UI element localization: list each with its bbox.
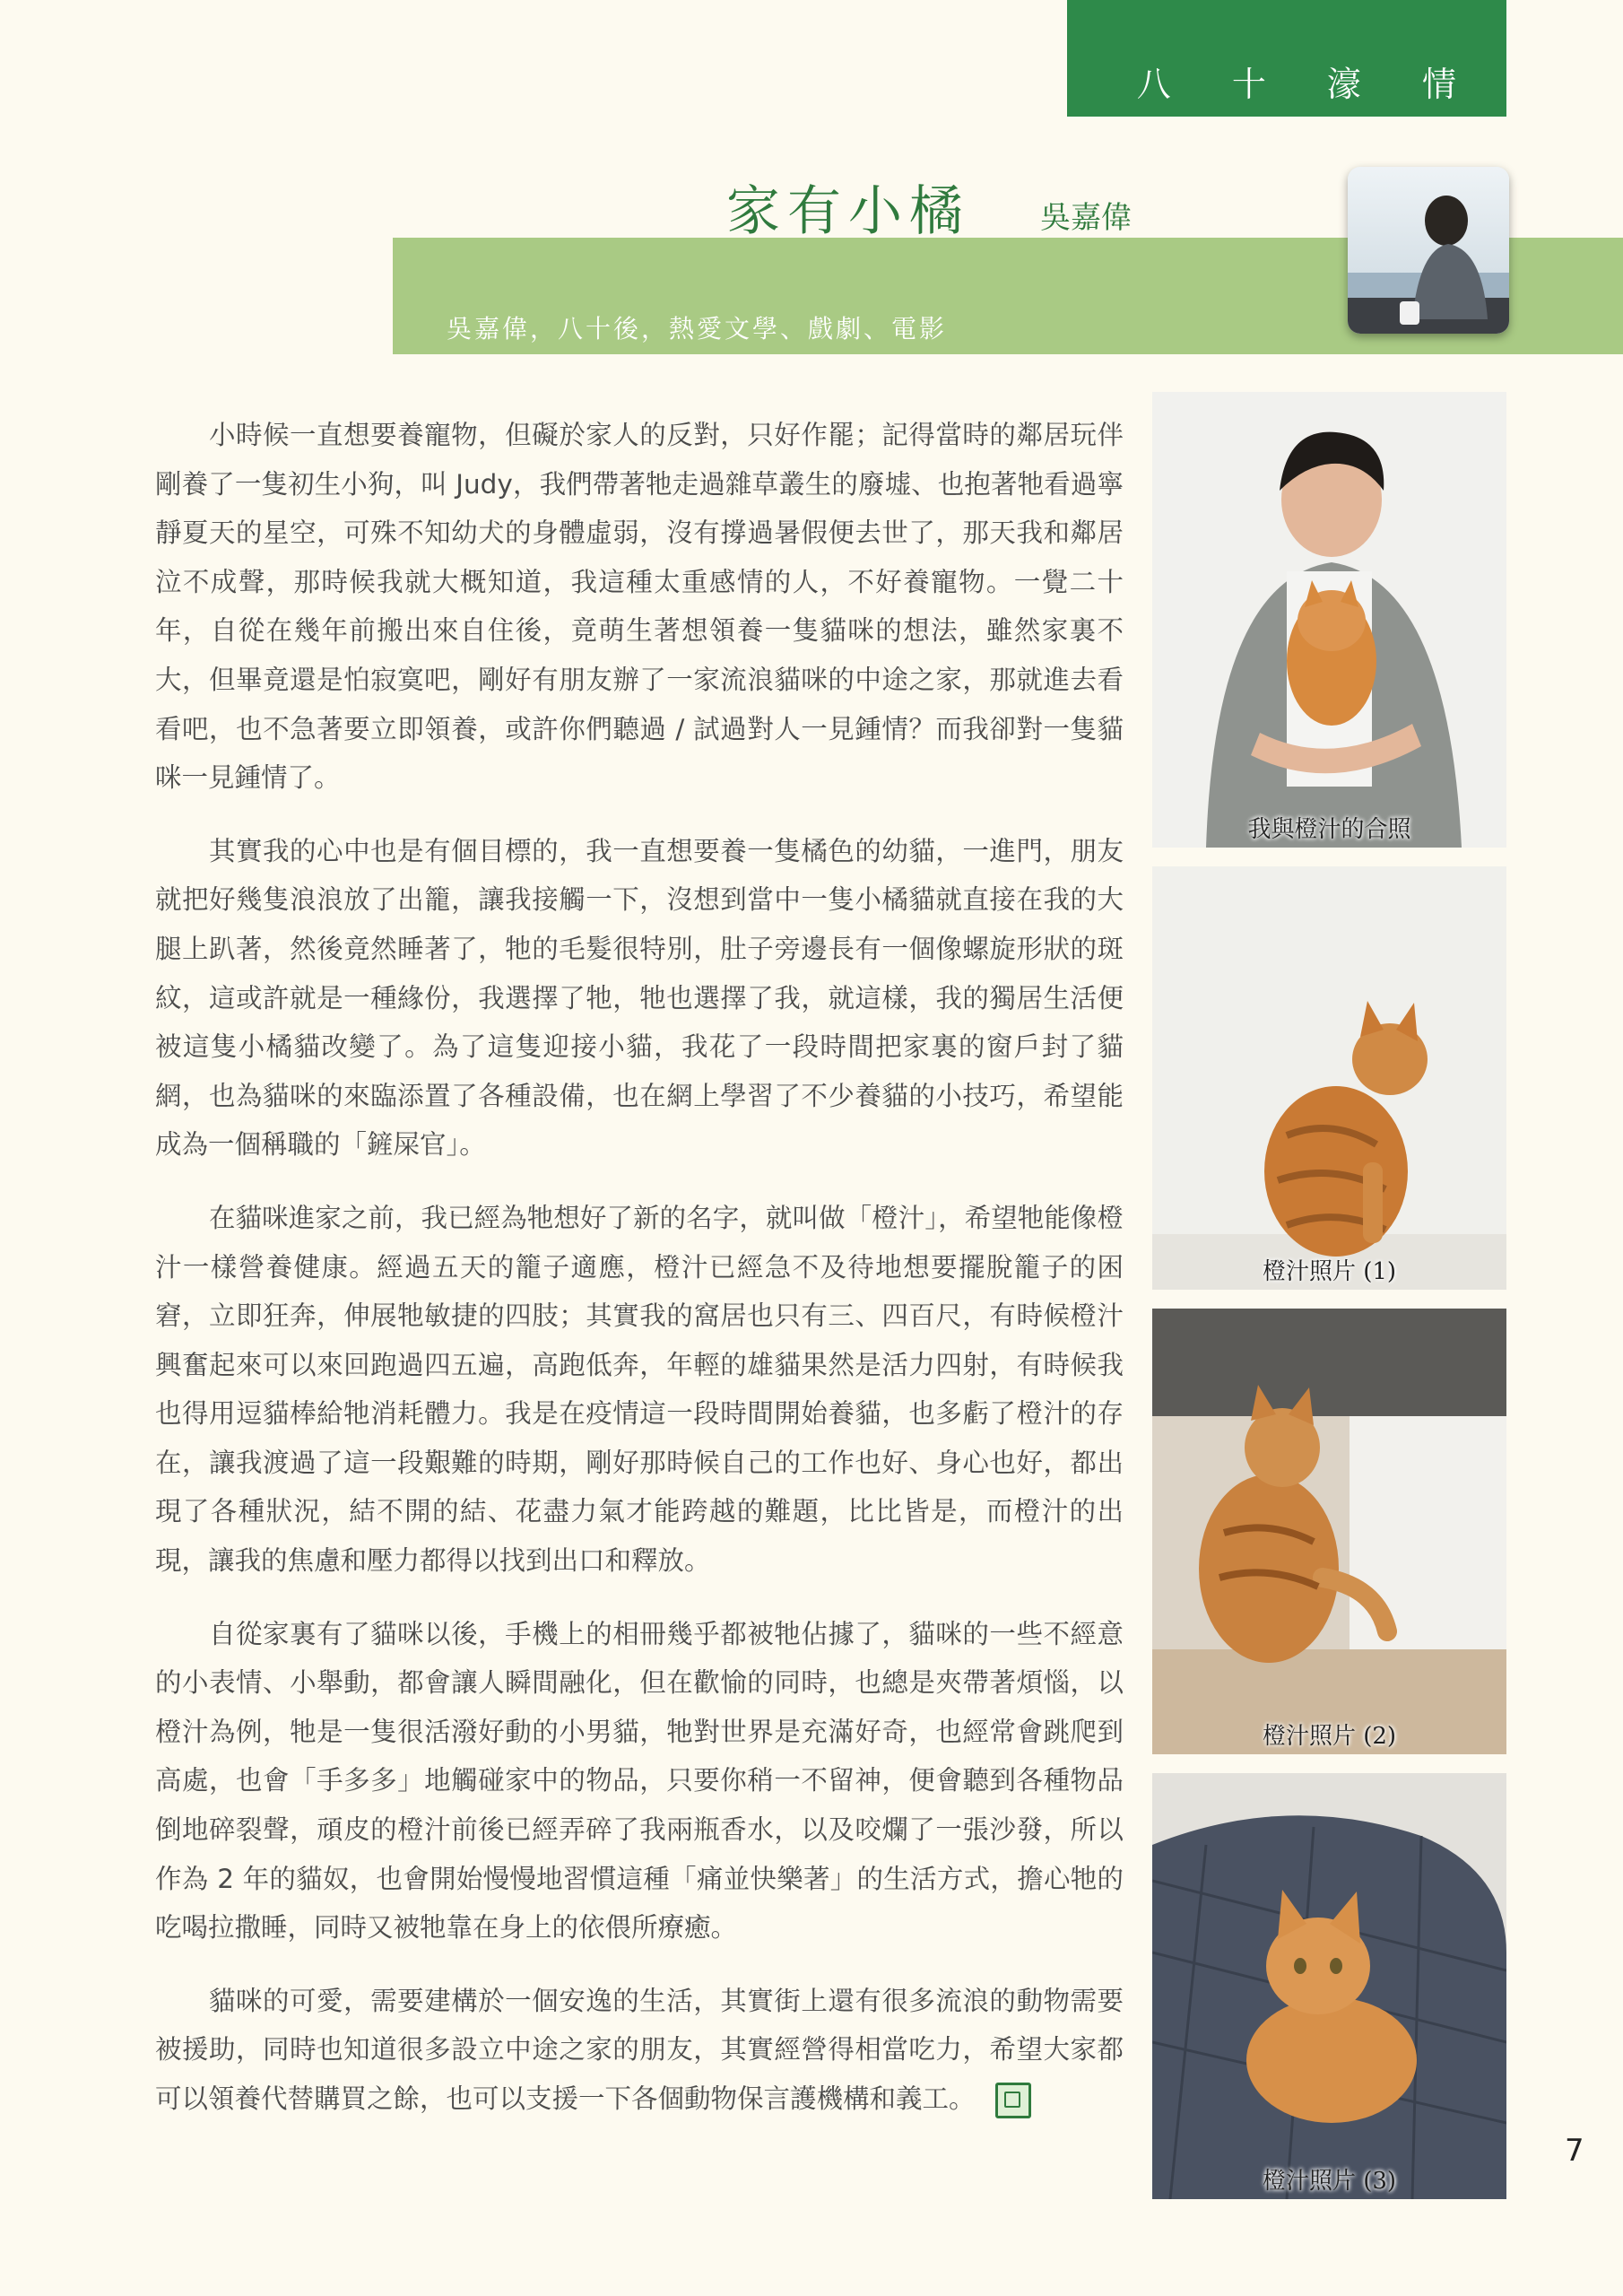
photo-author-with-cat: [1152, 392, 1506, 848]
photo-image: [1152, 1773, 1506, 2199]
section-label: 八 十 濠 情: [1136, 65, 1481, 104]
article-body: [155, 411, 1124, 2148]
photo-cat-3: [1152, 1773, 1506, 2199]
author-name: 吳嘉偉: [1040, 200, 1132, 236]
end-mark-icon: [995, 2083, 1031, 2118]
article-paragraph: 其實我的心中也是有個目標的，我一直想要養一隻橘色的幼貓，一進門，朋友就把好幾隻浪浪放了出籠，讓我接觸一下，沒想到當中一隻小橘貓就直接在我的大腿上趴著，然後竟然睡著了，牠的毛髮很特別，肚子旁邊長有一個像螺旋形狀的斑紋，這或許就是一種緣份，我選擇了牠，牠也選擇了我，就這樣，我的獨居生活便被這隻小橘貓改變了。為了這隻迎接小貓，我花了一段時間把家裏的窗戶封了貓網，也為貓咪的來臨添置了各種設備，也在網上學習了不少養貓的小技巧，希望能成為一個稱職的「鏟屎官」。: [155, 835, 1124, 1161]
photo-image: [1152, 1309, 1506, 1754]
article-paragraph: 貓咪的可愛，需要建構於一個安逸的生活，其實街上還有很多流浪的動物需要被援助，同時也知道很多設立中途之家的朋友，其實經營得相當吃力，希望大家都可以領養代替購買之餘，也可以支援一下各個動物保言護機構和義工。: [155, 1985, 1124, 2114]
article-paragraph-last: [155, 1977, 1124, 2124]
author-avatar: [1348, 167, 1509, 334]
article-paragraph: 自從家裏有了貓咪以後，手機上的相冊幾乎都被牠佔據了，貓咪的一些不經意的小表情、小舉動，都會讓人瞬間融化，但在歡愉的同時，也總是夾帶著煩惱，以橙汁為例，牠是一隻很活潑好動的小男貓，牠對世界是充滿好奇，也經常會跳爬到高處，也會「手多多」地觸碰家中的物品，只要你稍一不留神，便會聽到各種物品倒地碎裂聲，頑皮的橙汁前後已經弄碎了我兩瓶香水，以及咬爛了一張沙發，所以作為 2 年的貓奴，也會開始慢慢地習慣這種「痛並快樂著」的生活方式，擔心牠的吃喝拉撒睡，同時又被牠靠在身上的依偎所療癒。: [155, 1618, 1124, 1944]
page-number: 7: [1565, 2133, 1584, 2169]
author-avatar-image: [1348, 167, 1509, 334]
photo-cat-1: [1152, 866, 1506, 1290]
photo-cat-2: [1152, 1309, 1506, 1754]
article-title: 家有小橘: [726, 180, 970, 243]
photo-caption: 我與橙汁的合照: [1247, 816, 1411, 843]
article-paragraph: 小時候一直想要養寵物，但礙於家人的反對，只好作罷；記得當時的鄰居玩伴剛養了一隻初生小狗，叫 Judy，我們帶著牠走過雜草叢生的廢墟、也抱著牠看過寧靜夏天的星空，可殊不知幼犬的身體虛弱，沒有撐過暑假便去世了，那天我和鄰居泣不成聲，那時候我就大概知道，我這種太重感情的人，不好養寵物。一覺二十年，自從在幾年前搬出來自住後，竟萌生著想領養一隻貓咪的想法，雖然家裏不大，但畢竟還是怕寂寞吧，剛好有朋友辦了一家流浪貓咪的中途之家，那就進去看看吧，也不急著要立即領養，或許你們聽過 / 試過對人一見鍾情？而我卻對一隻貓咪一見鍾情了。: [155, 420, 1124, 794]
photo-caption: 橙汁照片 (3): [1262, 2168, 1397, 2195]
photo-caption: 橙汁照片 (1): [1262, 1258, 1397, 1285]
photo-caption: 橙汁照片 (2): [1262, 1723, 1397, 1750]
article-paragraph: 在貓咪進家之前，我已經為牠想好了新的名字，就叫做「橙汁」，希望牠能像橙汁一樣營養健康。經過五天的籠子適應，橙汁已經急不及待地想要擺脫籠子的困窘，立即狂奔，伸展牠敏捷的四肢；其實我的窩居也只有三、四百尺，有時候橙汁興奮起來可以來回跑過四五遍，高跑低奔，年輕的雄貓果然是活力四射，有時候我也得用逗貓棒給牠消耗體力。我是在疫情這一段時間開始養貓，也多虧了橙汁的存在，讓我渡過了這一段艱難的時期，剛好那時候自己的工作也好、身心也好，都出現了各種狀況，結不開的結、花盡力氣才能跨越的難題，比比皆是，而橙汁的出現，讓我的焦慮和壓力都得以找到出口和釋放。: [155, 1202, 1124, 1577]
photo-image: [1152, 392, 1506, 848]
section-tab: [1067, 0, 1506, 117]
photo-image: [1152, 866, 1506, 1290]
author-bio: 吳嘉偉，八十後，熱愛文學、戲劇、電影: [447, 314, 948, 344]
